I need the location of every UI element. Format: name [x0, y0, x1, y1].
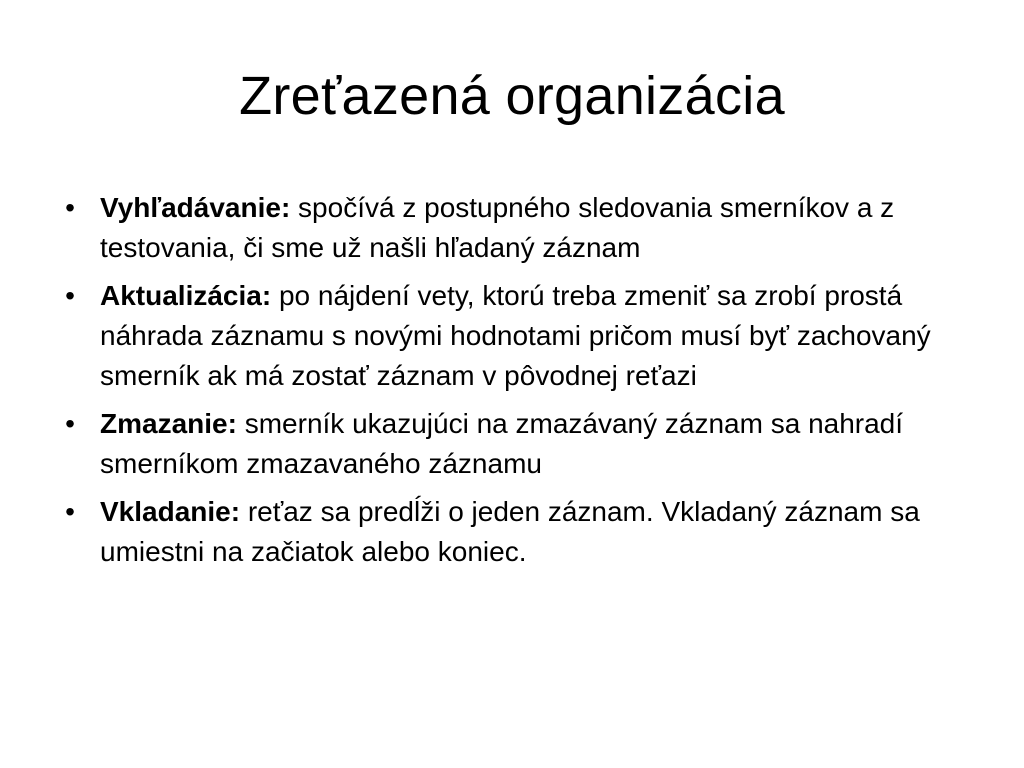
bullet-item-search — [60, 188, 970, 268]
bullet-icon: • — [65, 192, 75, 223]
bullet-item-insert — [60, 492, 970, 572]
bullet-text: spočívá z postupného sledovania smerníkov a z testovania, či sme už našli hľadaný záznam — [100, 192, 895, 263]
bullet-term: Vkladanie: — [100, 496, 241, 527]
bullet-list — [60, 188, 970, 580]
bullet-term: Zmazanie: — [100, 408, 237, 439]
bullet-item-update — [60, 276, 970, 396]
bullet-icon: • — [65, 496, 75, 527]
bullet-text: smerník ukazujúci na zmazávaný záznam sa nahradí smerníkom zmazavaného záznamu — [100, 408, 904, 479]
bullet-text: po nájdení vety, ktorú treba zmeniť sa zrobí prostá náhrada záznamu s novými hodnotami pričom musí byť zachovaný smerník ak má zostať záznam v pôvodnej reťazi — [100, 280, 931, 391]
bullet-icon: • — [65, 408, 75, 439]
bullet-text: reťaz sa predĺži o jeden záznam. Vkladaný záznam sa umiestni na začiatok alebo koniec. — [100, 496, 920, 567]
bullet-item-delete — [60, 404, 970, 484]
slide-title: Zreťazená organizácia — [239, 66, 785, 126]
bullet-term: Aktualizácia: — [100, 280, 272, 311]
bullet-icon: • — [65, 280, 75, 311]
bullet-term: Vyhľadávanie: — [100, 192, 291, 223]
